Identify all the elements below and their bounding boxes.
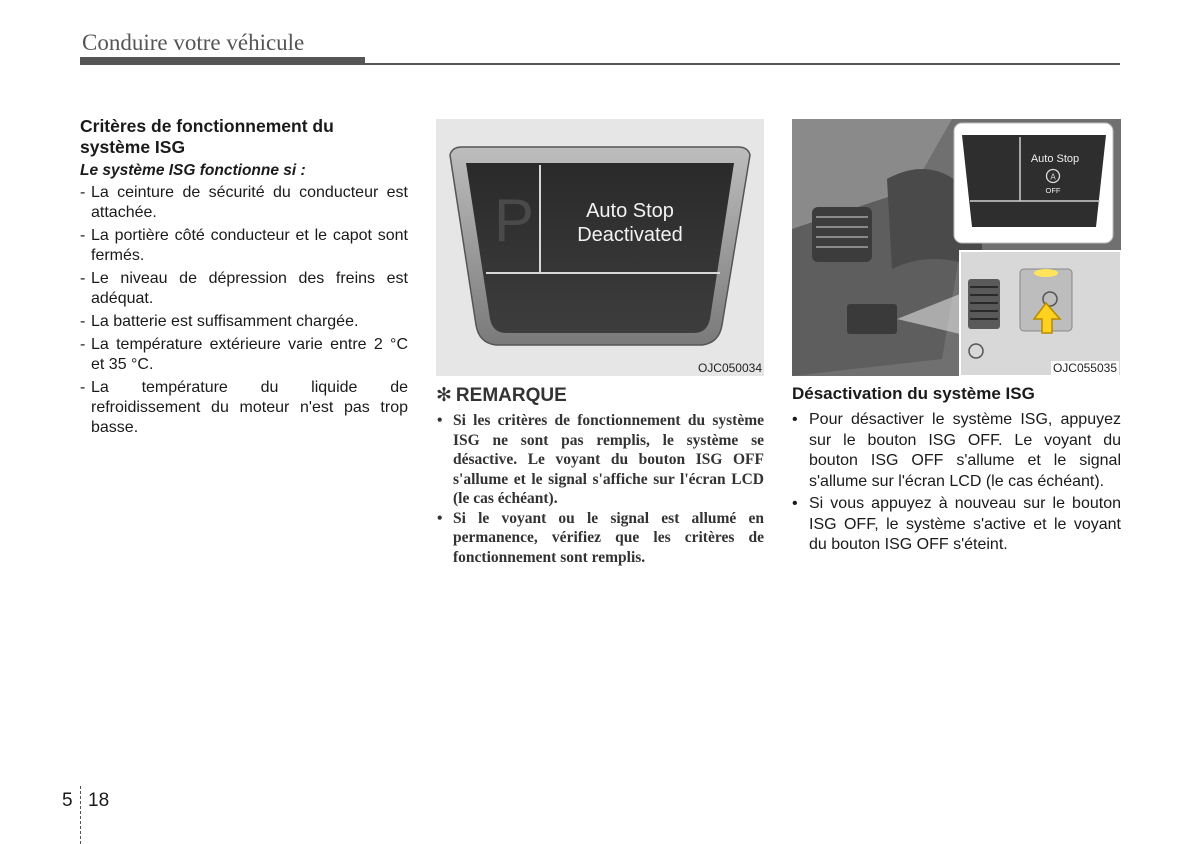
list-item: - La batterie est suffisamment chargée. [80,313,359,330]
remark-box [436,384,764,567]
inset-message: Auto Stop [1030,153,1080,165]
list-item: • Si vous appuyez à nouveau sur le bouton ISG OFF, le système s'active et le voyant du bouton ISG OFF s'éteint. [792,495,1121,553]
list-item: - La ceinture de sécurité du conducteur est attachée. [80,184,408,221]
list-item: • Pour désactiver le système ISG, appuyez sur le bouton ISG OFF. Le voyant du bouton ISG OFF s'allume et le signal s'allume sur l'écran LCD (le cas échéant). [792,411,1121,490]
isg-indicator-light [1034,269,1058,277]
air-vent [812,207,872,262]
figure-caption: OJC050034 [697,361,762,375]
remark-heading: ✻ REMARQUE [436,385,567,406]
page-number: 18 [88,790,110,811]
list-item: - Le niveau de dépression des freins est adéquat. [80,270,408,307]
figure-caption: OJC055035 [1052,361,1117,375]
display-message-line1: Auto Stop [586,200,674,222]
inset-off-label: OFF [1045,186,1061,195]
list-item: - La température du liquide de refroidissement du moteur n'est pas trop basse. [80,379,408,436]
list-item: • Si les critères de fonctionnement du système ISG ne sont pas remplis, le système se désactive. Le voyant du bouton ISG OFF s'allume et le signal s'affiche sur l'écran LCD (le cas échéant). [437,412,764,507]
right-column [792,384,1121,558]
list-item: • Si le voyant ou le signal est allumé en permanence, vérifiez que les critères de fonctionnement sont remplis. [437,509,764,566]
cluster-display-figure [436,119,764,376]
deactivation-heading: Désactivation du système ISG [792,384,1035,403]
remark-list [436,411,764,567]
running-header-title: Conduire votre véhicule [82,30,305,55]
cluster-display-illustration [436,119,764,376]
svg-text:A: A [1050,172,1056,182]
display-message-line2: Deactivated [577,224,683,246]
chapter-number: 5 [62,790,73,811]
conditions-list [80,183,408,438]
left-column [80,116,408,441]
section-heading: Critères de fonctionnement du système ISG [80,116,334,157]
conditions-subheading: Le système ISG fonctionne si : [80,162,306,179]
dashboard-illustration [792,119,1121,376]
gear-indicator: P [493,187,535,254]
asterisk-icon: ✻ [436,385,452,406]
list-item: - La portière côté conducteur et le capot sont fermés. [80,227,408,264]
footer-divider [80,786,81,844]
list-item: - La température extérieure varie entre 2 °C et 35 °C. [80,336,408,373]
dashboard-figure [792,119,1121,376]
deactivation-list [792,410,1121,556]
header-rule [80,63,1120,65]
